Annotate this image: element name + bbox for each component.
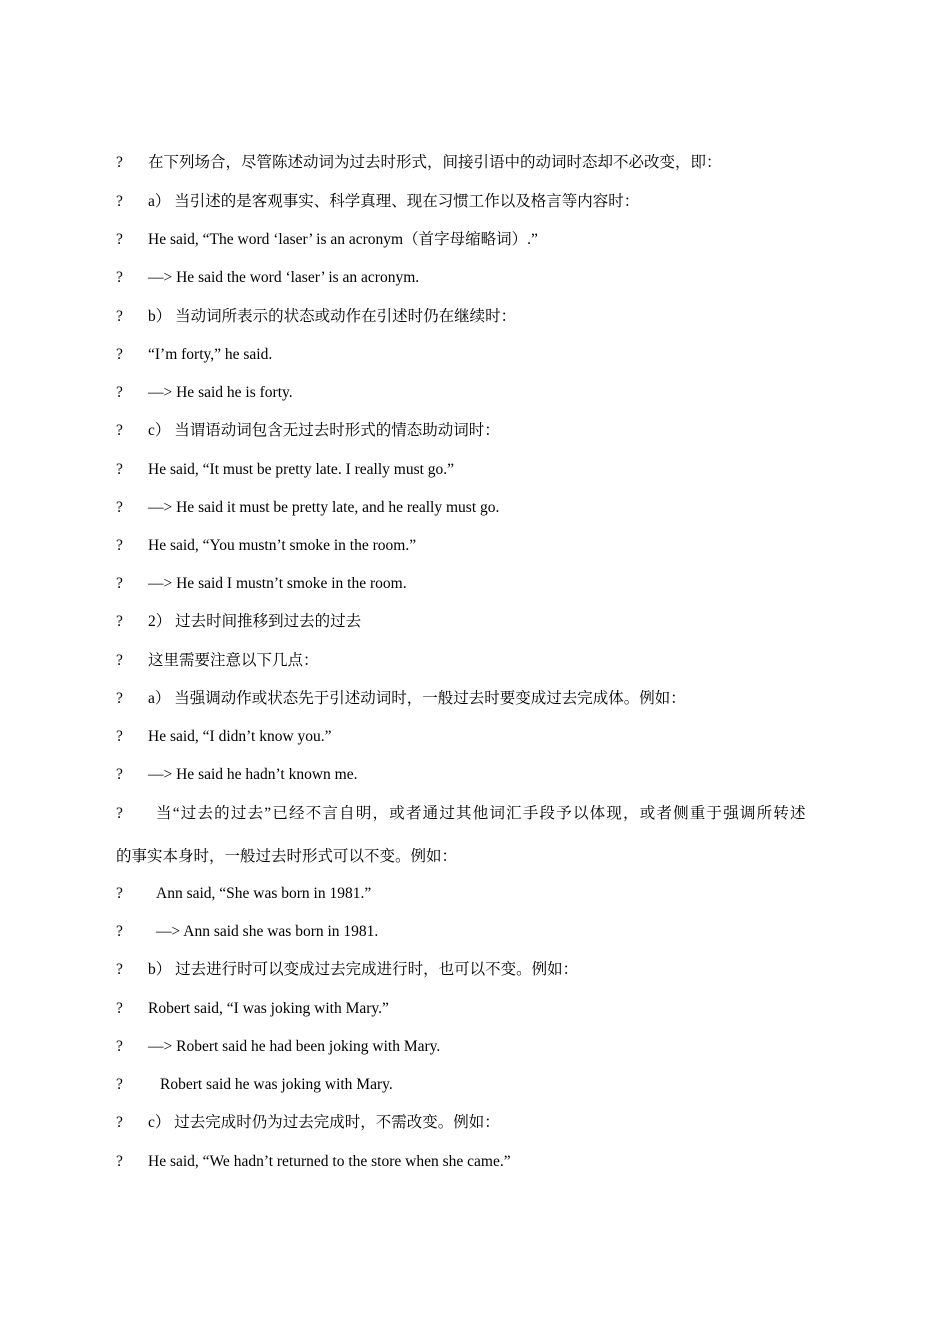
line-text: 在下列场合，尽管陈述动词为过去时形式，间接引语中的动词时态却不必改变，即： xyxy=(148,154,722,171)
bullet-mark: ? xyxy=(116,923,123,940)
line-text: 这里需要注意以下几点： xyxy=(148,652,319,669)
line-text: Robert said, “I was joking with Mary.” xyxy=(148,1000,389,1017)
bullet-mark: ? xyxy=(116,961,123,978)
bullet-mark: ? xyxy=(116,613,123,630)
bullet-mark: ? xyxy=(116,461,123,478)
line-text: a） 当强调动作或状态先于引述动词时，一般过去时要变成过去完成体。例如： xyxy=(148,690,686,707)
line-text: Robert said he was joking with Mary. xyxy=(160,1076,393,1093)
bullet-mark: ? xyxy=(116,193,123,210)
line-text: He said, “I didn’t know you.” xyxy=(148,728,332,745)
line-text: He said, “The word ‘laser’ is an acronym（首字母缩略词）.” xyxy=(148,231,538,248)
bullet-mark: ? xyxy=(116,1153,123,1170)
line-text: “I’m forty,” he said. xyxy=(148,346,273,363)
bullet-mark: ? xyxy=(116,885,123,902)
bullet-mark: ? xyxy=(116,728,123,745)
line-text: —> He said he is forty. xyxy=(148,384,293,401)
bullet-mark: ? xyxy=(116,690,123,707)
bullet-mark: ? xyxy=(116,154,123,171)
bullet-mark: ? xyxy=(116,384,123,401)
line-text: He said, “It must be pretty late. I really must go.” xyxy=(148,461,455,478)
bullet-mark: ? xyxy=(116,308,123,325)
bullet-mark: ? xyxy=(116,766,123,783)
bullet-mark: ? xyxy=(116,575,123,592)
line-text: c） 当谓语动词包含无过去时形式的情态助动词时： xyxy=(148,422,500,439)
bullet-mark: ? xyxy=(116,537,123,554)
bullet-mark: ? xyxy=(116,1076,123,1093)
line-text: 当“过去的过去”已经不言自明，或者通过其他词汇手段予以体现，或者侧重于强调所转述 xyxy=(156,805,807,822)
line-text: a） 当引述的是客观事实、科学真理、现在习惯工作以及格言等内容时： xyxy=(148,193,640,210)
line-text: 2） 过去时间推移到过去的过去 xyxy=(148,613,362,630)
bullet-mark: ? xyxy=(116,1000,123,1017)
bullet-mark: ? xyxy=(116,346,123,363)
line-text: Ann said, “She was born in 1981.” xyxy=(156,885,372,902)
line-text: —> He said it must be pretty late, and he really must go. xyxy=(148,499,500,516)
line-text: b） 当动词所表示的状态或动作在引述时仍在继续时： xyxy=(148,308,517,325)
paragraph-continuation: 的事实本身时，一般过去时形式可以不变。例如： xyxy=(116,848,458,865)
bullet-mark: ? xyxy=(116,1114,123,1131)
line-text: —> Robert said he had been joking with Mary. xyxy=(148,1038,441,1055)
bullet-mark: ? xyxy=(116,499,123,516)
bullet-mark: ? xyxy=(116,422,123,439)
line-text: —> Ann said she was born in 1981. xyxy=(156,923,379,940)
line-text: c） 过去完成时仍为过去完成时，不需改变。例如： xyxy=(148,1114,500,1131)
line-text: —> He said he hadn’t known me. xyxy=(148,766,358,783)
line-text: b） 过去进行时可以变成过去完成进行时，也可以不变。例如： xyxy=(148,961,579,978)
bullet-mark: ? xyxy=(116,652,123,669)
bullet-mark: ? xyxy=(116,805,123,822)
line-text: —> He said the word ‘laser’ is an acronym. xyxy=(148,269,420,286)
line-text: —> He said I mustn’t smoke in the room. xyxy=(148,575,407,592)
bullet-mark: ? xyxy=(116,231,123,248)
line-text: He said, “We hadn’t returned to the store when she came.” xyxy=(148,1153,511,1170)
bullet-mark: ? xyxy=(116,269,123,286)
bullet-mark: ? xyxy=(116,1038,123,1055)
line-text: He said, “You mustn’t smoke in the room.” xyxy=(148,537,417,554)
